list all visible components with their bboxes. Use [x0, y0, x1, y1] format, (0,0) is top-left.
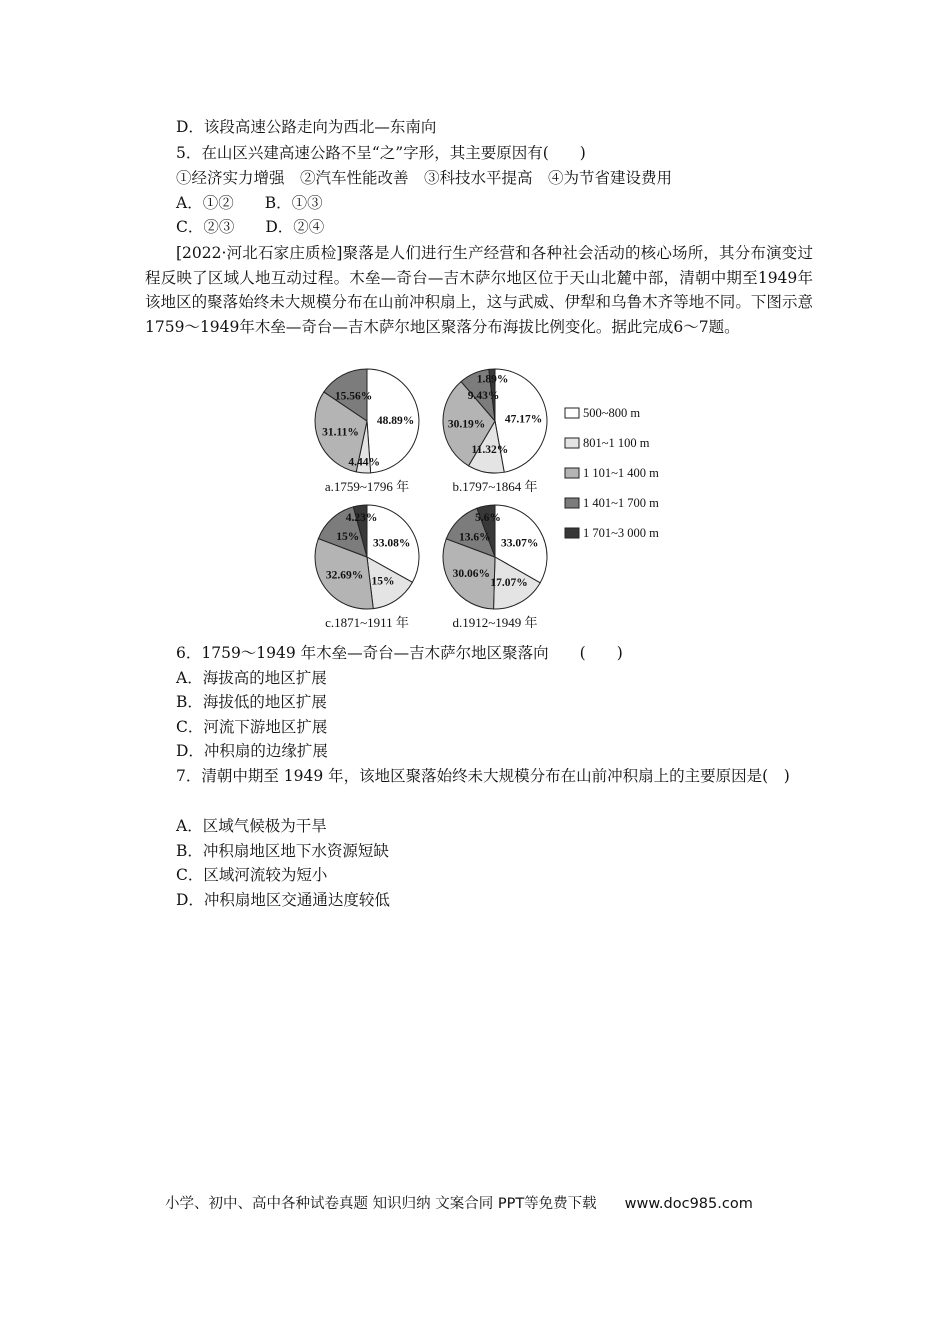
pie-1-label-2: 30.19%: [447, 418, 486, 431]
pie-0-label-3: 15.56%: [334, 390, 373, 403]
q6-option-a: A．海拔高的地区扩展: [176, 669, 327, 687]
q5-options-row2: C．②③ D．②④: [176, 218, 325, 236]
q6-stem: 6．1759～1949 年木垒—奇台—吉木萨尔地区聚落向 ( ): [176, 644, 623, 662]
legend-swatch-1: [565, 438, 579, 448]
legend-label-1: 801~1 100 m: [583, 436, 650, 450]
pie-0-label-2: 31.11%: [322, 426, 359, 439]
pie-1-label-0: 47.17%: [504, 413, 543, 426]
q6-option-c: C．河流下游地区扩展: [176, 718, 328, 736]
legend-swatch-0: [565, 408, 579, 418]
pie-1-label-1: 11.32%: [471, 444, 509, 457]
legend-swatch-3: [565, 498, 579, 508]
pie-2-label-3: 15%: [336, 530, 360, 543]
pie-3-label-3: 13.6%: [458, 531, 491, 544]
footer: [165, 1192, 753, 1213]
pie-3-label-0: 33.07%: [501, 537, 539, 550]
footer-text: 小学、初中、高中各种试卷真题 知识归纳 文案合同 PPT等免费下载: [165, 1196, 597, 1212]
q5-stem: 5．在山区兴建高速公路不呈“之”字形，其主要原因有( ): [176, 144, 586, 162]
legend-swatch-2: [565, 468, 579, 478]
pie-2-label-4: 4.23%: [345, 511, 378, 524]
pie-3-label-2: 30.06%: [452, 568, 490, 580]
q6-option-d: D．冲积扇的边缘扩展: [176, 742, 328, 760]
pie-3-label-4: 5.6%: [474, 512, 501, 525]
q7-option-c: C．区域河流较为短小: [176, 866, 328, 884]
q5-statements: ①经济实力增强 ②汽车性能改善 ③科技水平提高 ④为节省建设费用: [176, 169, 673, 187]
legend-label-2: 1 101~1 400 m: [583, 466, 659, 480]
q7-option-a: A．区域气候极为干旱: [176, 817, 327, 835]
q5-options-row1: A．①② B．①③: [176, 194, 323, 212]
q7-option-d: D．冲积扇地区交通通达度较低: [176, 891, 390, 909]
pie-0-caption: a.1759~1796 年: [324, 479, 410, 494]
legend-label-4: 1 701~3 000 m: [583, 526, 659, 540]
material-paragraph: [2022·河北石家庄质检]聚落是人们进行生产经营和各种社会活动的核心场所，其分布演变过程反映了区域人地互动过程。木垒—奇台—吉木萨尔地区位于天山北麓中部，清朝中期至1949年该地区的聚落始终未大规模分布在山前冲积扇上，这与武威、伊犁和乌鲁木齐等地不同。下图示意1759～1949年木垒—奇台—吉木萨尔地区聚落分布海拔比例变化。据此完成6～7题。: [145, 244, 813, 336]
legend-label-0: 500~800 m: [583, 406, 641, 420]
pie-2-label-1: 15%: [371, 575, 395, 588]
q7-stem: 7．清朝中期至 1949 年，该地区聚落始终未大规模分布在山前冲积扇上的主要原因是( ): [176, 767, 790, 785]
legend-swatch-4: [565, 528, 579, 538]
q7-option-b: B．冲积扇地区地下水资源短缺: [176, 842, 389, 860]
legend-label-3: 1 401~1 700 m: [583, 496, 659, 510]
pie-0-label-0: 48.89%: [376, 415, 415, 427]
pie-1-label-4: 1.89%: [476, 373, 509, 386]
q4-option-d: D．该段高速公路走向为西北—东南向: [176, 118, 437, 136]
pie-charts-figure: [310, 362, 680, 638]
pie-2-label-2: 32.69%: [325, 569, 364, 582]
pie-0-label-1: 4.44%: [348, 456, 381, 469]
footer-site: www.doc985.com: [624, 1196, 753, 1212]
pie-2-caption: c.1871~1911 年: [325, 615, 409, 630]
pie-2-label-0: 33.08%: [373, 537, 411, 550]
pie-1-label-3: 9.43%: [467, 389, 500, 402]
pie-1-caption: b.1797~1864 年: [452, 479, 538, 494]
pie-3-label-1: 17.07%: [490, 576, 528, 589]
q6-option-b: B．海拔低的地区扩展: [176, 693, 327, 711]
pie-charts-svg: [310, 362, 680, 634]
pie-3-caption: d.1912~1949 年: [452, 615, 538, 630]
